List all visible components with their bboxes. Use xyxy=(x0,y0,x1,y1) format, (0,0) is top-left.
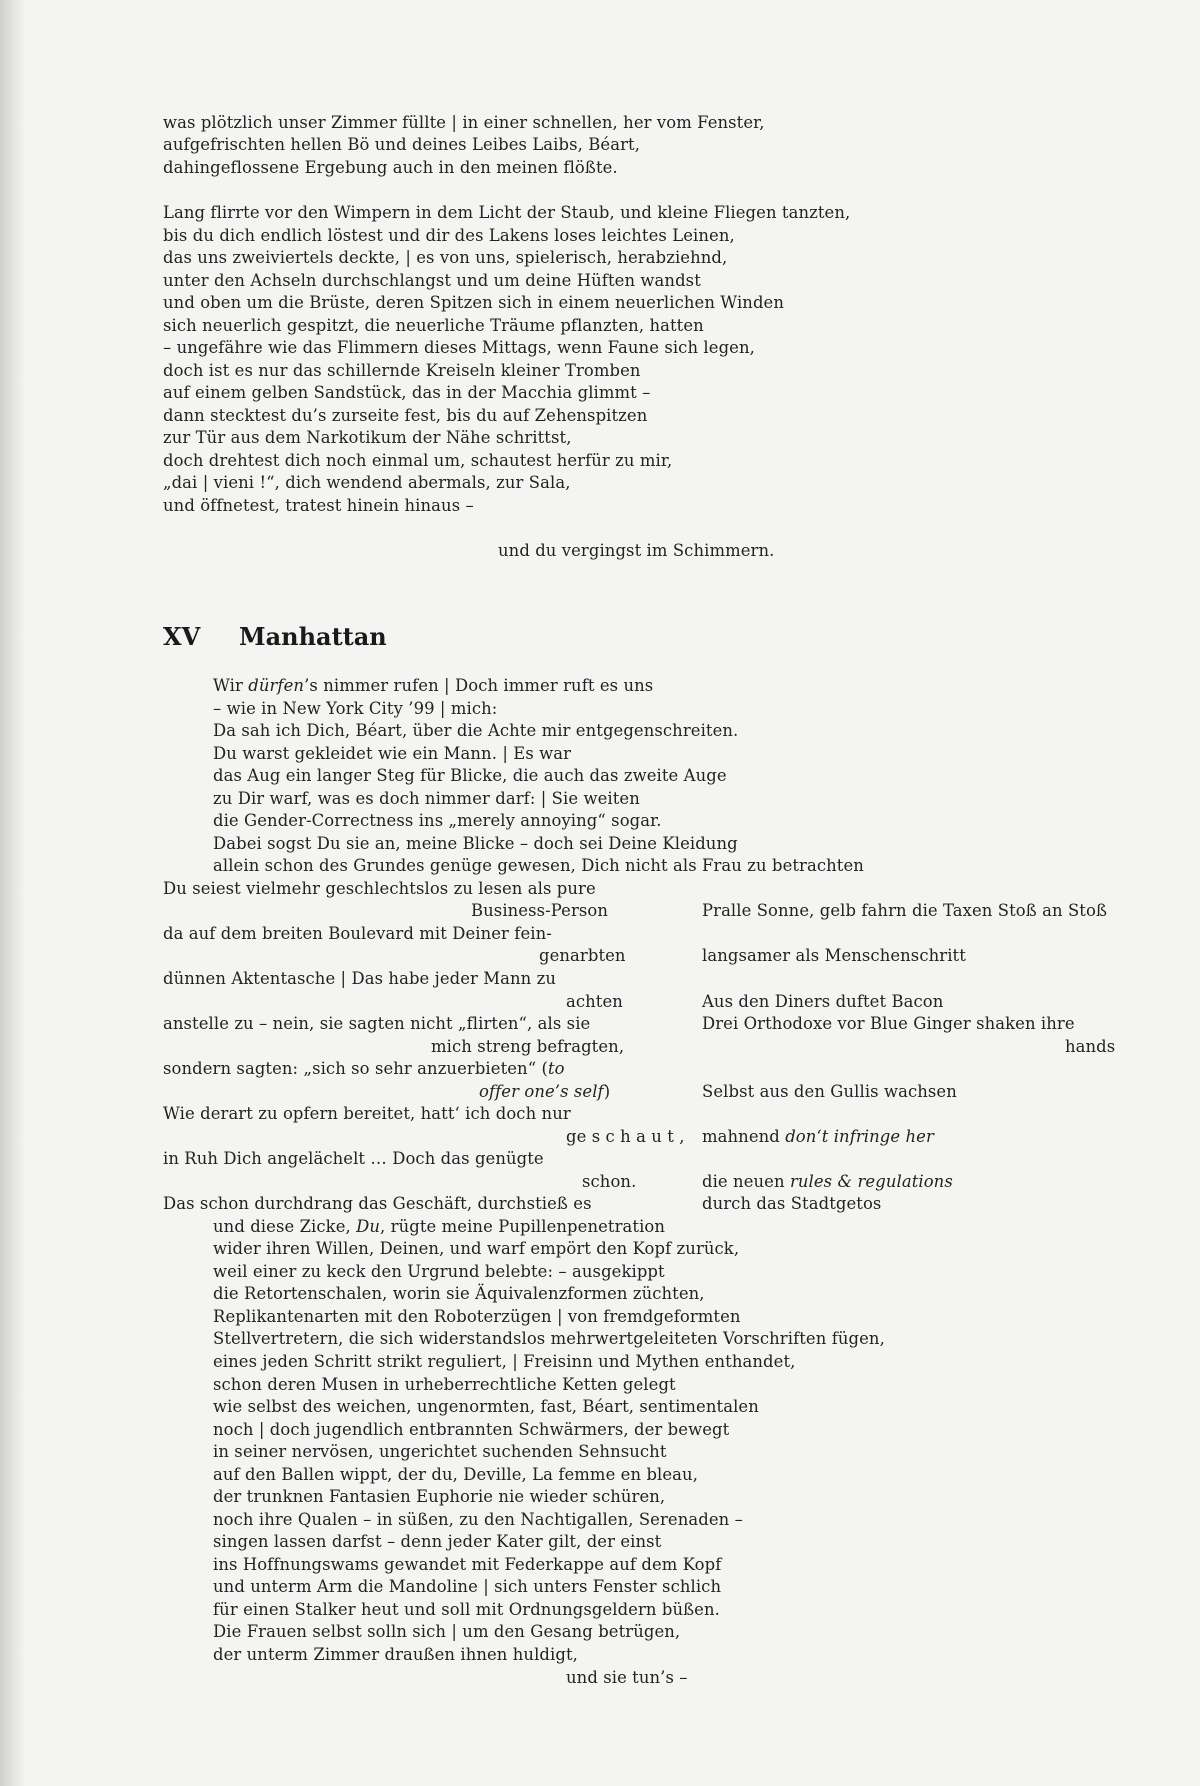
right-column-line: Selbst aus den Gullis wachsen xyxy=(702,1082,957,1101)
poem-line: schon deren Musen in urheberrechtliche Ketten gelegt xyxy=(213,1375,676,1394)
left-column-line: da auf dem breiten Boulevard mit Deiner fein- xyxy=(163,924,552,943)
left-column-line: ge s c h a u t , xyxy=(566,1127,685,1146)
poem-line: wie selbst des weichen, ungenormten, fast, Béart, sentimentalen xyxy=(213,1397,759,1416)
stanza-line: doch ist es nur das schillernde Kreiseln kleiner Tromben xyxy=(163,361,641,380)
poem-line: der unterm Zimmer draußen ihnen huldigt, xyxy=(213,1645,578,1664)
left-column-line: Du seiest vielmehr geschlechtslos zu lesen als pure xyxy=(163,879,596,898)
right-column-line: Drei Orthodoxe vor Blue Ginger shaken ihre xyxy=(702,1014,1075,1033)
left-column-line: dünnen Aktentasche | Das habe jeder Mann zu xyxy=(163,969,557,988)
right-column-line: hands xyxy=(1065,1037,1116,1056)
poem-line: der trunknen Fantasien Euphorie nie wieder schüren, xyxy=(213,1487,666,1506)
poem-line: allein schon des Grundes genüge gewesen, Dich nicht als Frau zu betrachten xyxy=(213,856,864,875)
poem-line: Stellvertretern, die sich widerstandslos mehrwertgeleiteten Vorschriften fügen, xyxy=(213,1329,885,1348)
right-column-line: Pralle Sonne, gelb fahrn die Taxen Stoß an Stoß xyxy=(702,901,1107,920)
left-column-line: anstelle zu – nein, sie sagten nicht „flirten“, als sie xyxy=(163,1014,591,1033)
poem-line: Wir dürfen’s nimmer rufen | Doch immer ruft es uns xyxy=(213,676,654,695)
poem-line: Die Frauen selbst solln sich | um den Gesang betrügen, xyxy=(213,1622,681,1641)
right-column-line: langsamer als Menschenschritt xyxy=(702,946,966,965)
stanza-line: das uns zweiviertels deckte, | es von uns, spielerisch, herabziehnd, xyxy=(163,248,728,267)
page-gutter-shadow xyxy=(0,0,26,1786)
right-column-line: mahnend don‘t infringe her xyxy=(702,1127,934,1146)
poem-line: noch ihre Qualen – in süßen, zu den Nachtigallen, Serenaden – xyxy=(213,1510,743,1529)
left-column-line: schon. xyxy=(582,1172,637,1191)
left-column-line: achten xyxy=(566,992,623,1011)
poem-line: die Gender-Correctness ins „merely annoying“ sogar. xyxy=(213,811,662,830)
stanza-line: dann stecktest du’s zurseite fest, bis du auf Zehenspitzen xyxy=(163,406,648,425)
poem-line: Replikantenarten mit den Roboterzügen | von fremdgeformten xyxy=(213,1307,741,1326)
left-column-line: in Ruh Dich angelächelt … Doch das genügte xyxy=(163,1149,544,1168)
poem-line: – wie in New York City ’99 | mich: xyxy=(213,699,498,718)
stanza-line: Lang flirrte vor den Wimpern in dem Licht der Staub, und kleine Fliegen tanzten, xyxy=(163,203,851,222)
stanza-line: und oben um die Brüste, deren Spitzen sich in einem neuerlichen Winden xyxy=(163,293,784,312)
stanza-line: doch drehtest dich noch einmal um, schautest herfür zu mir, xyxy=(163,451,673,470)
section-title: Manhattan xyxy=(239,622,387,651)
intro-line: was plötzlich unser Zimmer füllte | in einer schnellen, her vom Fenster, xyxy=(163,113,765,132)
poem-line: Dabei sogst Du sie an, meine Blicke – doch sei Deine Kleidung xyxy=(213,834,738,853)
left-column-line: genarbten xyxy=(539,946,626,965)
poem-line: Da sah ich Dich, Béart, über die Achte mir entgegenschreiten. xyxy=(213,721,739,740)
left-column-line: Das schon durchdrang das Geschäft, durchstieß es xyxy=(163,1194,592,1213)
poem-line: noch | doch jugendlich entbrannten Schwärmers, der bewegt xyxy=(213,1420,730,1439)
left-column-line: Business-Person xyxy=(471,901,609,920)
stanza-line: – ungefähre wie das Flimmern dieses Mittags, wenn Faune sich legen, xyxy=(163,338,755,357)
stanza-line: und öffnetest, tratest hinein hinaus – xyxy=(163,496,474,515)
left-column-line: mich streng befragten, xyxy=(431,1037,625,1056)
poem-line: eines jeden Schritt strikt reguliert, | Freisinn und Mythen enthandet, xyxy=(213,1352,796,1371)
left-column-line: sondern sagten: „sich so sehr anzuerbieten“ (to xyxy=(163,1059,565,1078)
left-column-line: offer one’s self) xyxy=(479,1082,611,1101)
intro-line: dahingeflossene Ergebung auch in den meinen flößte. xyxy=(163,158,618,177)
poem-line: zu Dir warf, was es doch nimmer darf: | Sie weiten xyxy=(213,789,640,808)
poem-line: auf den Ballen wippt, der du, Deville, La femme en bleau, xyxy=(213,1465,699,1484)
final-line: und sie tun’s – xyxy=(566,1668,688,1687)
poem-line: in seiner nervösen, ungerichtet suchenden Sehnsucht xyxy=(213,1442,667,1461)
right-column-line: die neuen rules & regulations xyxy=(702,1172,953,1191)
stanza-line: auf einem gelben Sandstück, das in der Macchia glimmt – xyxy=(163,383,651,402)
right-column-line: durch das Stadtgetos xyxy=(702,1194,882,1213)
poem-line: Du warst gekleidet wie ein Mann. | Es war xyxy=(213,744,572,763)
poem-line: singen lassen darfst – denn jeder Kater gilt, der einst xyxy=(213,1532,662,1551)
stanza-line: bis du dich endlich löstest und dir des Lakens loses leichtes Leinen, xyxy=(163,226,735,245)
poem-line: und diese Zicke, Du, rügte meine Pupillenpenetration xyxy=(213,1217,666,1236)
poem-line: und unterm Arm die Mandoline | sich unters Fenster schlich xyxy=(213,1577,722,1596)
poem-line: für einen Stalker heut und soll mit Ordnungsgeldern büßen. xyxy=(213,1600,720,1619)
poem-line: das Aug ein langer Steg für Blicke, die auch das zweite Auge xyxy=(213,766,727,785)
poem-line: wider ihren Willen, Deinen, und warf empört den Kopf zurück, xyxy=(213,1239,740,1258)
stanza-line: sich neuerlich gespitzt, die neuerliche Träume pflanzten, hatten xyxy=(163,316,704,335)
section-number: XV xyxy=(163,622,201,651)
right-column-line: Aus den Diners duftet Bacon xyxy=(702,992,944,1011)
poem-line: die Retortenschalen, worin sie Äquivalenzformen züchten, xyxy=(213,1284,705,1303)
closing-line: und du vergingst im Schimmern. xyxy=(498,541,775,560)
poem-line: weil einer zu keck den Urgrund belebte: – ausgekippt xyxy=(213,1262,665,1281)
left-column-line: Wie derart zu opfern bereitet, hatt‘ ich doch nur xyxy=(163,1104,571,1123)
intro-line: aufgefrischten hellen Bö und deines Leibes Laibs, Béart, xyxy=(163,135,640,154)
stanza-line: unter den Achseln durchschlangst und um deine Hüften wandst xyxy=(163,271,701,290)
stanza-line: „dai | vieni !“, dich wendend abermals, zur Sala, xyxy=(163,473,571,492)
stanza-line: zur Tür aus dem Narkotikum der Nähe schrittst, xyxy=(163,428,572,447)
poem-line: ins Hoffnungswams gewandet mit Federkappe auf dem Kopf xyxy=(213,1555,722,1574)
